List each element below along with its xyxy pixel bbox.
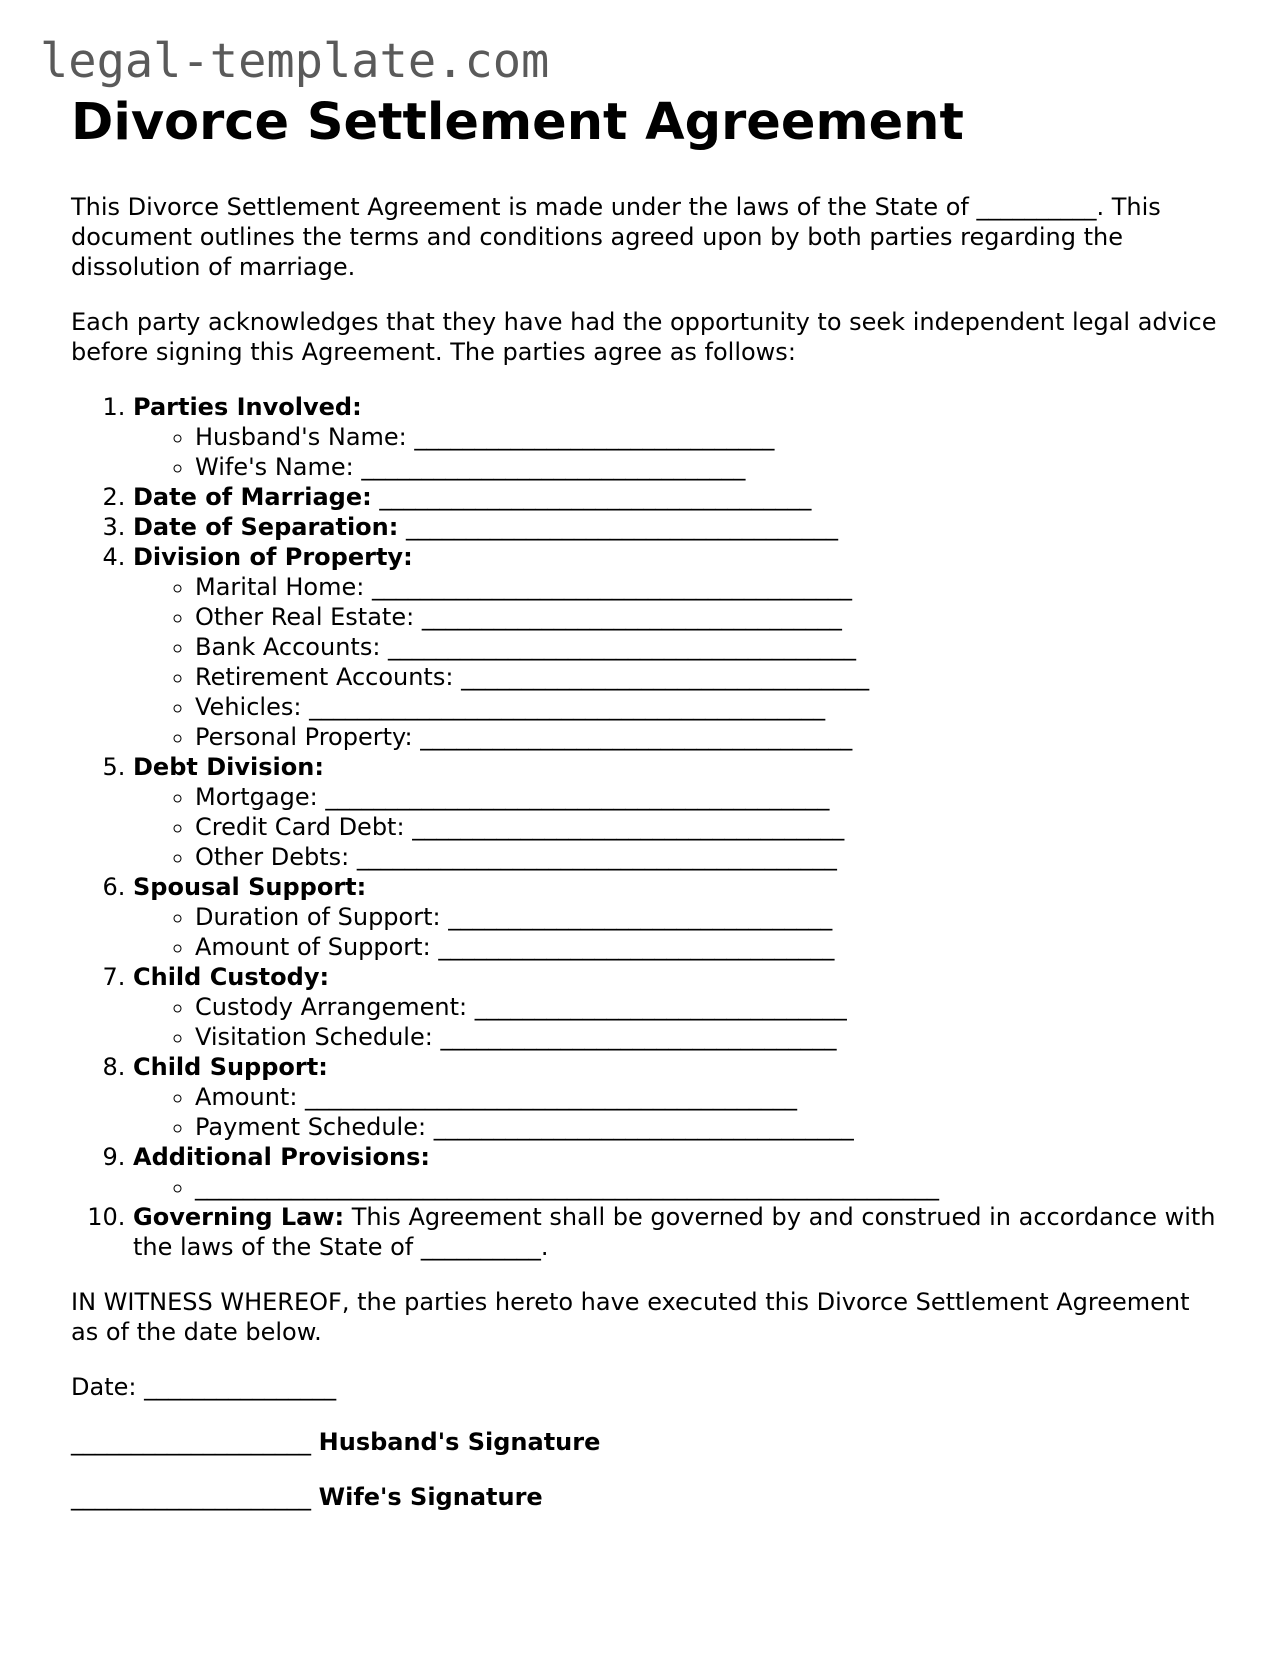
section-property: [133, 542, 1221, 752]
section-heading: Parties Involved:: [133, 393, 362, 421]
section-heading: Governing Law:: [133, 1203, 345, 1231]
bank-accounts-field[interactable]: _______________________________________: [388, 633, 857, 661]
governing-law-text: This Agreement shall be governed by and construed in accordance with the laws of the State of __________.: [133, 1203, 1216, 1261]
sub-list: [133, 902, 1221, 962]
field-label: Custody Arrangement:: [195, 993, 468, 1021]
date-line: [71, 1372, 1221, 1402]
wife-signature-label: Wife's Signature: [318, 1483, 543, 1511]
husband-name-field[interactable]: ______________________________: [414, 423, 775, 451]
child-support-amount-field[interactable]: _________________________________________: [305, 1083, 798, 1111]
marital-home-field[interactable]: ________________________________________: [371, 573, 852, 601]
section-additional-provisions: [133, 1142, 1221, 1202]
section-debt: [133, 752, 1221, 872]
date-of-separation-field[interactable]: ____________________________________: [406, 513, 838, 541]
list-item: [195, 632, 1221, 662]
wife-name-field[interactable]: ________________________________: [361, 453, 746, 481]
wife-name-item: [195, 452, 1221, 482]
watermark: legal-template.com: [40, 34, 550, 89]
field-label: Personal Property:: [195, 723, 413, 751]
section-parties: [133, 392, 1221, 482]
wife-signature-field[interactable]: ____________________: [71, 1483, 311, 1511]
field-label: Amount:: [195, 1083, 298, 1111]
husband-signature-field[interactable]: ____________________: [71, 1428, 311, 1456]
husband-signature-label: Husband's Signature: [318, 1428, 601, 1456]
sub-list: [133, 572, 1221, 752]
retirement-accounts-field[interactable]: __________________________________: [461, 663, 870, 691]
sub-list: [133, 422, 1221, 482]
field-label: Other Real Estate:: [195, 603, 415, 631]
list-item: [195, 1172, 1221, 1202]
field-label: Visitation Schedule:: [195, 1023, 433, 1051]
field-label: Wife's Name:: [195, 453, 354, 481]
field-label: Marital Home:: [195, 573, 365, 601]
section-heading: Child Custody:: [133, 963, 330, 991]
section-heading: Additional Provisions:: [133, 1143, 430, 1171]
husband-name-item: [195, 422, 1221, 452]
list-item: [195, 722, 1221, 752]
section-child-support: [133, 1052, 1221, 1142]
list-item: [195, 992, 1221, 1022]
other-real-estate-field[interactable]: ___________________________________: [421, 603, 842, 631]
section-heading: Division of Property:: [133, 543, 413, 571]
personal-property-field[interactable]: ____________________________________: [420, 723, 853, 751]
sub-list: [133, 782, 1221, 872]
list-item: [195, 602, 1221, 632]
witness-paragraph: IN WITNESS WHEREOF, the parties hereto have executed this Divorce Settlement Agreement as of the date below.: [71, 1288, 1190, 1346]
other-debts-field[interactable]: ________________________________________: [356, 843, 837, 871]
section-marriage: [133, 482, 1221, 512]
mortgage-field[interactable]: __________________________________________: [325, 783, 830, 811]
field-label: Husband's Name:: [195, 423, 407, 451]
list-item: [195, 1082, 1221, 1112]
document: [71, 88, 1221, 1512]
list-item: [195, 1022, 1221, 1052]
field-label: Bank Accounts:: [195, 633, 381, 661]
sub-list: [133, 992, 1221, 1052]
section-spousal-support: [133, 872, 1221, 962]
payment-schedule-field[interactable]: ___________________________________: [433, 1113, 854, 1141]
wife-signature-line: [71, 1482, 1221, 1512]
duration-of-support-field[interactable]: ________________________________: [448, 903, 833, 931]
date-field[interactable]: ________________: [144, 1373, 337, 1401]
field-label: Amount of Support:: [195, 933, 431, 961]
sub-list: [133, 1172, 1221, 1202]
section-separation: [133, 512, 1221, 542]
section-heading: Date of Marriage:: [133, 483, 372, 511]
list-item: [195, 902, 1221, 932]
section-child-custody: [133, 962, 1221, 1052]
additional-provisions-field[interactable]: ______________________________________________________________: [195, 1173, 939, 1201]
section-heading: Spousal Support:: [133, 873, 367, 901]
husband-signature-line: [71, 1427, 1221, 1457]
field-label: Credit Card Debt:: [195, 813, 405, 841]
field-label: Vehicles:: [195, 693, 302, 721]
advice-paragraph: Each party acknowledges that they have had the opportunity to seek independent legal advice before signing this Agreement. The parties agree as follows:: [71, 308, 1217, 366]
intro-paragraph: This Divorce Settlement Agreement is made under the laws of the State of __________. This document outlines the terms and conditions agreed upon by both parties regarding the dissolution of marriage.: [71, 193, 1161, 281]
list-item: [195, 572, 1221, 602]
field-label: Duration of Support:: [195, 903, 441, 931]
list-item: [195, 842, 1221, 872]
credit-card-debt-field[interactable]: ____________________________________: [412, 813, 845, 841]
list-item: [195, 932, 1221, 962]
vehicles-field[interactable]: ___________________________________________: [309, 693, 826, 721]
sub-list: [133, 1082, 1221, 1142]
list-item: [195, 812, 1221, 842]
field-label: Other Debts:: [195, 843, 350, 871]
amount-of-support-field[interactable]: _________________________________: [438, 933, 835, 961]
list-item: [195, 662, 1221, 692]
section-heading: Child Support:: [133, 1053, 328, 1081]
visitation-schedule-field[interactable]: _________________________________: [440, 1023, 837, 1051]
list-item: [195, 1112, 1221, 1142]
section-heading: Debt Division:: [133, 753, 324, 781]
field-label: Mortgage:: [195, 783, 318, 811]
section-governing-law: [133, 1202, 1221, 1262]
custody-arrangement-field[interactable]: _______________________________: [474, 993, 847, 1021]
field-label: Retirement Accounts:: [195, 663, 454, 691]
list-item: [195, 782, 1221, 812]
date-label: Date:: [71, 1373, 137, 1401]
date-of-marriage-field[interactable]: ____________________________________: [379, 483, 812, 511]
list-item: [195, 692, 1221, 722]
section-heading: Date of Separation:: [133, 513, 399, 541]
page-title: Divorce Settlement Agreement: [71, 93, 964, 152]
field-label: Payment Schedule:: [195, 1113, 427, 1141]
terms-list: [71, 392, 1221, 1262]
